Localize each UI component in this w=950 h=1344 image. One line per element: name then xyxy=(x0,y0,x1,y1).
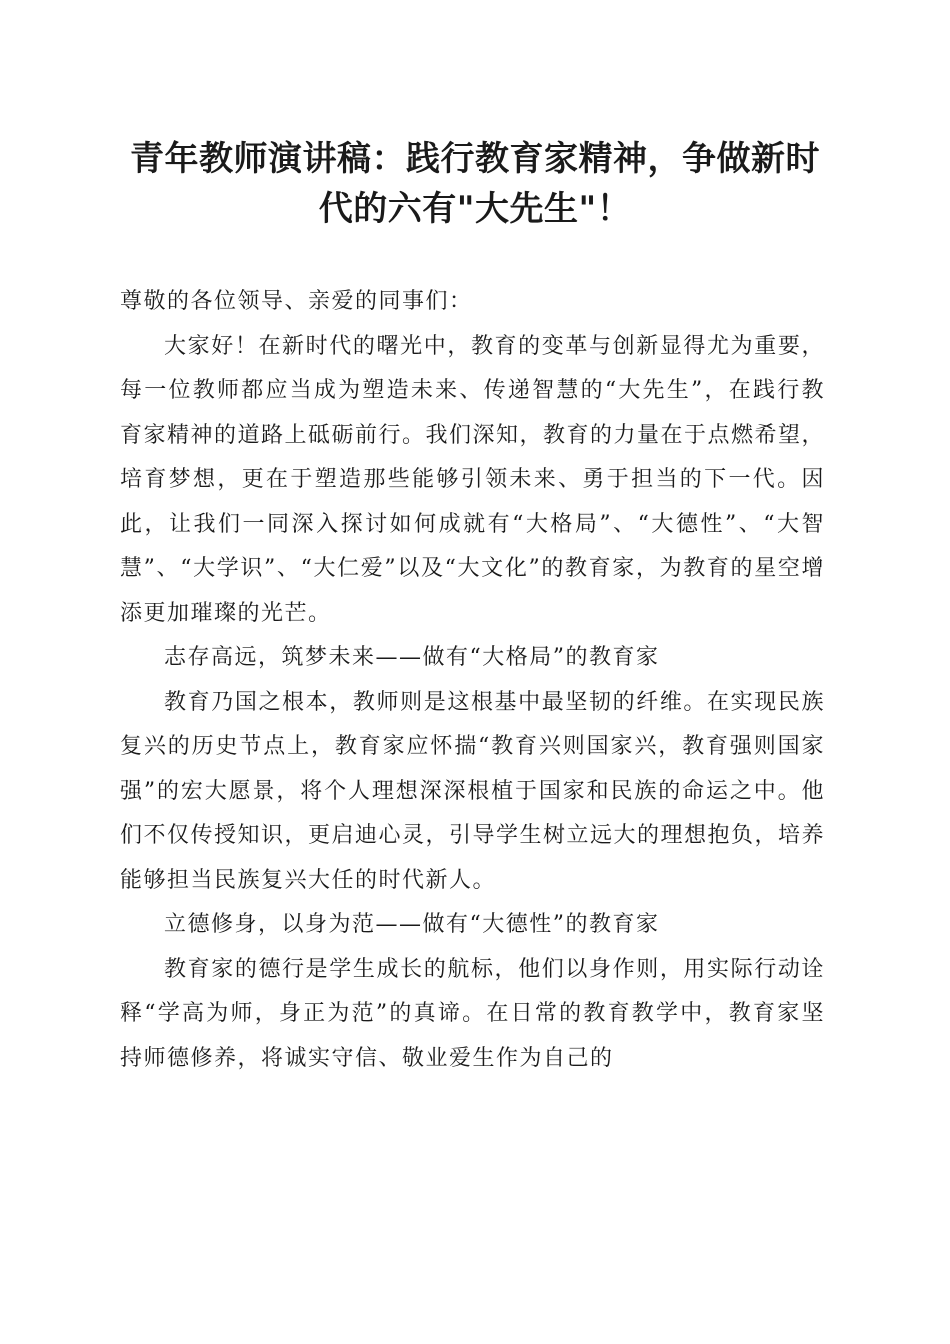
document-body xyxy=(120,280,825,1081)
paragraph-great-virtue: 教育家的德行是学生成长的航标，他们以身作则，用实际行动诠释“学高为师，身正为范”的真谛。在日常的教育教学中，教育家坚持师德修养，将诚实守信、敬业爱生作为自己的 xyxy=(120,956,825,1071)
salutation: 尊敬的各位领导、亲爱的同事们： xyxy=(120,289,473,314)
paragraph-great-vision: 教育乃国之根本，教师则是这根基中最坚韧的纤维。在实现民族复兴的历史节点上，教育家应怀揣“教育兴则国家兴，教育强则国家强”的宏大愿景，将个人理想深深根植于国家和民族的命运之中。他们不仅传授知识，更启迪心灵，引导学生树立远大的理想抱负，培养能够担当民族复兴大任的时代新人。 xyxy=(120,689,826,893)
section-heading-great-vision: 志存高远，筑梦未来——做有“大格局”的教育家 xyxy=(164,645,660,670)
document-title xyxy=(100,134,850,234)
title-line-2: 代的六有"大先生"！ xyxy=(318,189,632,229)
section-heading-great-virtue: 立德修身，以身为范——做有“大德性”的教育家 xyxy=(164,912,660,937)
paragraph-opening: 大家好！在新时代的曙光中，教育的变革与创新显得尤为重要，每一位教师都应当成为塑造未来、传递智慧的“大先生”，在践行教育家精神的道路上砥砺前行。我们深知，教育的力量在于点燃希望，培育梦想，更在于塑造那些能够引领未来、勇于担当的下一代。因此，让我们一同深入探讨如何成就有“大格局”、“大德性”、“大智慧”、“大学识”、“大仁爱”以及“大文化”的教育家，为教育的星空增添更加璀璨的光芒。 xyxy=(120,333,826,626)
title-line-1: 青年教师演讲稿：践行教育家精神，争做新时 xyxy=(130,139,820,179)
